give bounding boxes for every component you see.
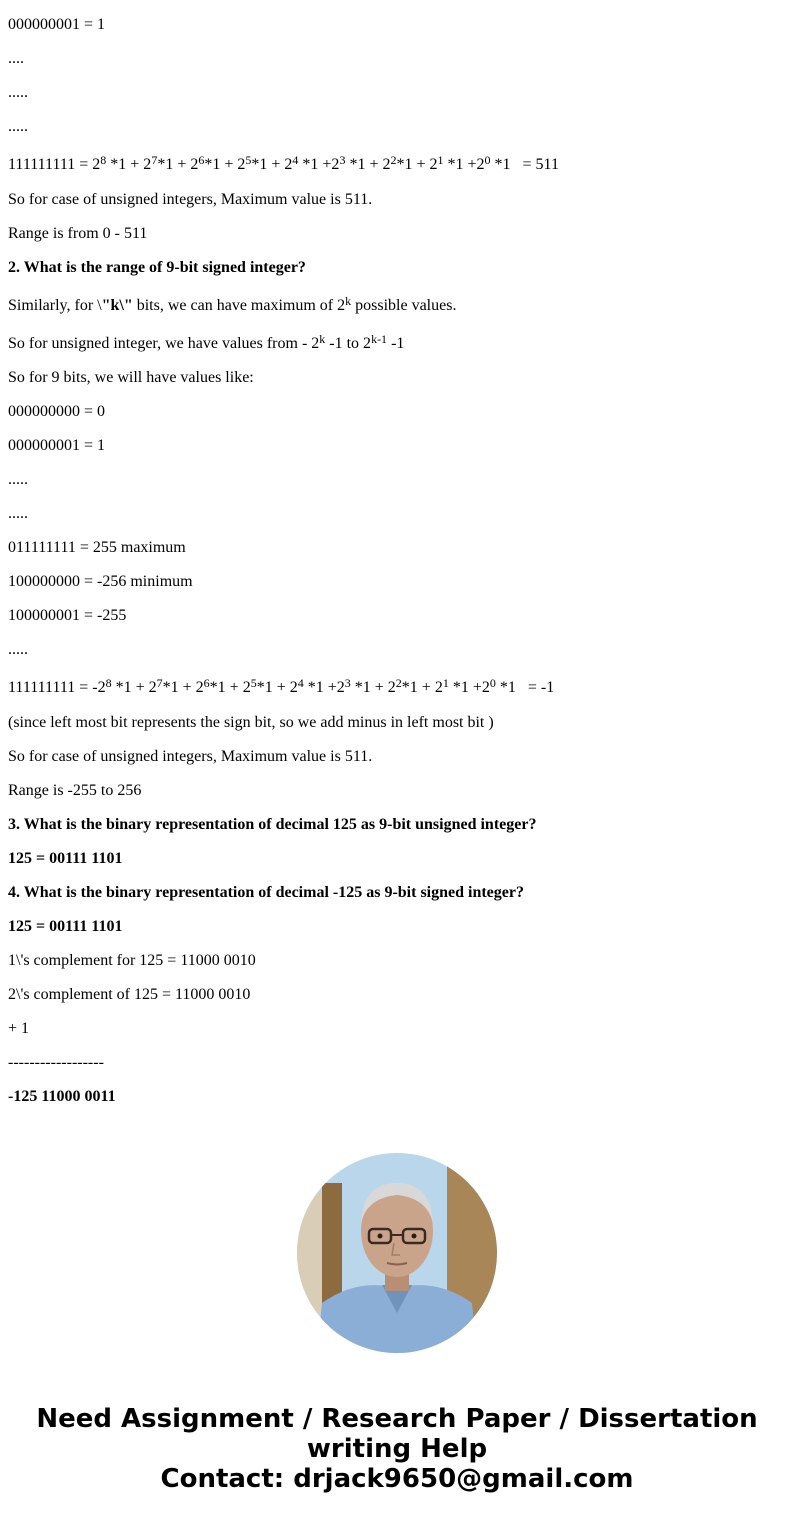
contact-email[interactable]: Contact: drjack9650@gmail.com xyxy=(160,1464,634,1494)
question-heading: 4. What is the binary representation of decimal -125 as 9-bit signed integer? xyxy=(8,884,524,901)
author-photo xyxy=(297,1153,497,1353)
separator-line: ------------------ xyxy=(8,1054,104,1071)
text-line: ..... xyxy=(8,118,28,135)
text-line: 1\'s complement for 125 = 11000 0010 xyxy=(8,952,256,969)
text-line: So for case of unsigned integers, Maximum value is 511. xyxy=(8,748,373,765)
banner-line: Need Assignment / Research Paper / Dissertation xyxy=(36,1404,758,1434)
text-line: 000000001 = 1 xyxy=(8,437,106,454)
unsigned-sum-formula: $111111111 = 2^8$ $*1 + 2^7*1 + 2^6*1 + 2^5*1 + 2^4$ $*1 +2^3$ $*1 + 2^2*1 + 2^1$ $*1 +2^0$ *1 = 511 xyxy=(8,153,559,173)
question-heading: 3. What is the binary representation of decimal 125 as 9-bit unsigned integer? xyxy=(8,816,537,833)
signed-sum-formula: $111111111 = -2^8$ $*1 + 2^7*1 + 2^6*1 + 2^5*1 + 2^4$ $*1 +2^3$ $*1 + 2^2*1 + 2^1$ $*1 +2^0$ *1 = -1 xyxy=(8,676,555,696)
text-line: (since left most bit represents the sign bit, so we add minus in left most bit ) xyxy=(8,714,494,731)
person-portrait-icon xyxy=(297,1153,497,1353)
text-line: ..... xyxy=(8,505,28,522)
text-line: So for unsigned integer, we have values from - 2$^k$ -1 to 2$^{k-1}$ -1 xyxy=(8,332,405,352)
text-line: 2\'s complement of 125 = 11000 0010 xyxy=(8,986,251,1003)
text-line: 011111111 = 255 maximum xyxy=(8,539,186,556)
text-line: 000000000 = 0 xyxy=(8,403,106,420)
banner-line: writing Help xyxy=(306,1434,488,1464)
text-line: 100000001 = -255 xyxy=(8,607,127,624)
answer-line: 125 = 00111 1101 xyxy=(8,850,123,867)
text-line: 000000001 = 1 xyxy=(8,16,106,33)
question-heading: 2. What is the range of 9-bit signed integer? xyxy=(8,259,306,276)
answer-line: 125 = 00111 1101 xyxy=(8,918,123,935)
answer-line: -125 11000 0011 xyxy=(8,1088,116,1105)
text-line: .... xyxy=(8,50,24,67)
text-line: + 1 xyxy=(8,1020,30,1037)
text-line: Similarly, for \"k\" bits, we can have maximum of 2$^k$ possible values. xyxy=(8,294,457,314)
contact-banner xyxy=(0,1404,794,1494)
text-line: 100000000 = -256 minimum xyxy=(8,573,193,590)
text-line: So for case of unsigned integers, Maximum value is 511. xyxy=(8,191,373,208)
text-line: Range is from 0 - 511 xyxy=(8,225,148,242)
text-line: So for 9 bits, we will have values like: xyxy=(8,369,254,386)
text-line: ..... xyxy=(8,641,28,658)
text-line: ..... xyxy=(8,471,28,488)
text-line: ..... xyxy=(8,84,28,101)
text-line: Range is -255 to 256 xyxy=(8,782,142,799)
